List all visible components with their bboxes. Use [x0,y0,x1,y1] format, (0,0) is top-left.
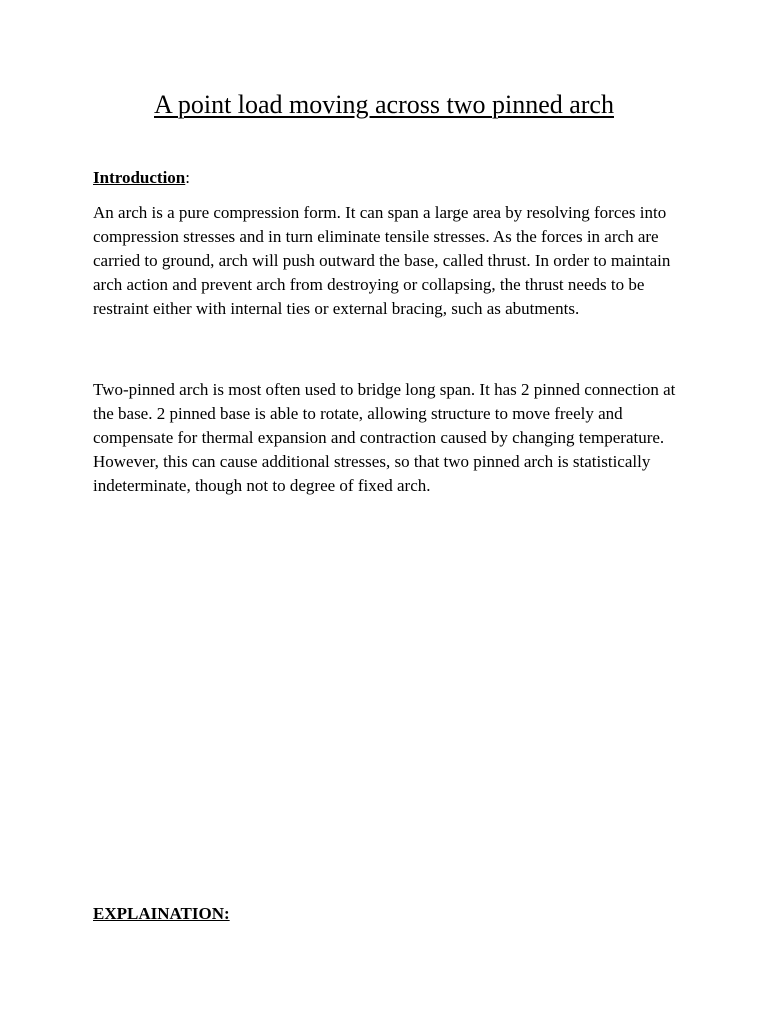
introduction-label: Introduction [93,168,186,187]
explanation-heading: EXPLAINATION: [93,904,230,923]
introduction-colon: : [185,168,190,187]
introduction-heading [93,166,190,190]
intro-paragraph-2: Two-pinned arch is most often used to bridge long span. It has 2 pinned connection at the base. 2 pinned base is able to rotate, allowing structure to move freely and compensate for thermal expansion and contraction caused by changing temperature. However, this can cause additional stresses, so that two pinned arch is statistically indeterminate, though not to degree of fixed arch. [93,380,676,495]
intro-paragraph-1: An arch is a pure compression form. It can span a large area by resolving forces into compression stresses and in turn eliminate tensile stresses. As the forces in arch are carried to ground, arch will push outward the base, called thrust. In order to maintain arch action and prevent arch from destroying or collapsing, the thrust needs to be restraint either with internal ties or external bracing, such as abutments. [93,203,671,318]
document-title: A point load moving across two pinned arch [154,90,614,119]
